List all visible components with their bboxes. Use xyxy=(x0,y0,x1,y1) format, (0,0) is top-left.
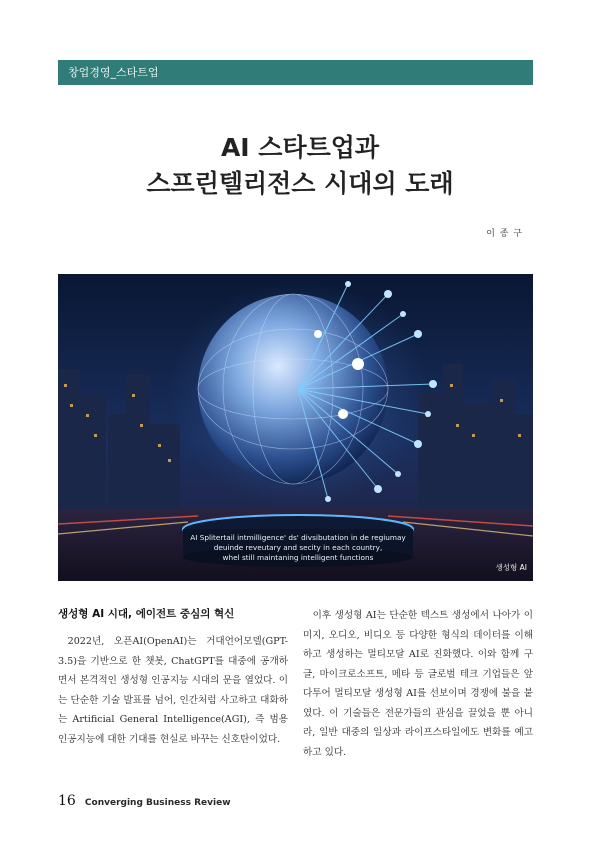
left-column xyxy=(58,606,288,749)
section-subhead: 생성형 AI 시대, 에이전트 중심의 혁신 xyxy=(58,608,235,620)
right-paragraph: 이후 생성형 AI는 단순한 텍스트 생성에서 나아가 이미지, 오디오, 비디오 등 다양한 형식의 데이터를 이해하고 생성하는 멀티모달 AI로 진화했다. 이와 함께 구글, 마이크로소프트, 메타 등 글로벌 테크 기업들은 앞다투어 멀티모달 생성형 AI를 선보이며 경쟁에 불을 붙였다. 이 기술들은 전문가들의 관심을 끌었을 뿐 아니라, 일반 대중의 일상과 라이프스타일에도 변화를 예고하고 있다. xyxy=(303,610,533,758)
article-title xyxy=(0,130,600,202)
globe xyxy=(198,294,388,484)
page-number: 16 xyxy=(58,793,76,809)
ai-globe-illustration xyxy=(58,274,533,581)
journal-name: Converging Business Review xyxy=(84,798,231,808)
banner-line-1: AI Splitertail intmilligence' ds' divsibutation in de regiumay xyxy=(190,533,406,542)
right-column xyxy=(303,606,533,762)
author-name: 이 종 구 xyxy=(486,229,523,239)
title-line-1: AI 스타트업과 xyxy=(220,133,380,162)
title-line-2: 스프린텔리전스 시대의 도래 xyxy=(146,169,454,198)
article-photo xyxy=(58,274,533,581)
banner-line-3: whel still maintaning intelligent functions xyxy=(222,553,374,562)
photo-caption: 생성형 AI xyxy=(495,563,527,572)
section-label: 창업경영_스타트업 xyxy=(58,60,533,85)
page-footer xyxy=(58,790,231,809)
banner-line-2: deuinde reveutary and secity in each country, xyxy=(213,543,383,552)
left-paragraph: 2022년, 오픈AI(OpenAI)는 거대언어모델(GPT-3.5)을 기반으로 한 챗봇, ChatGPT를 대중에 공개하면서 본격적인 생성형 인공지능 시대의 문을 열었다. 이는 단순한 기술 발표를 넘어, 인간처럼 사고하고 대화하는 Artificial General Intelligence(AGI), 즉 범용 인공지능에 대한 기대를 현실로 바꾸는 신호탄이었다. xyxy=(58,636,288,745)
